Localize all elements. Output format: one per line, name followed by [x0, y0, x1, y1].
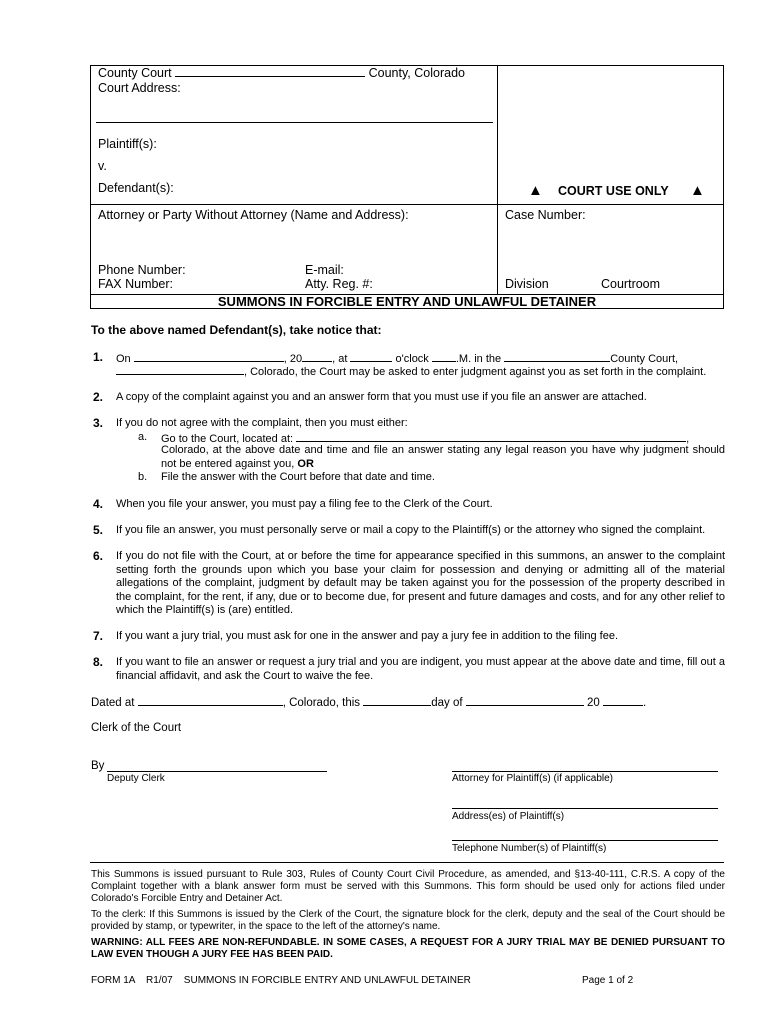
- item-6-text: If you do not file with the Court, at or before the time for appearance specified in this summons, an answer to the complaint setting forth the grounds upon which you base your claim for possession and denying or admitting all of the material allegations of the complaint, judgment by default may be taken against you for the possession of the property described in the complaint, for the rent, if any, due or to become due, for present and future damages and costs, and for any other relief to which the Plaintiff(s) is (are) entitled.: [116, 550, 725, 616]
- document-title: SUMMONS IN FORCIBLE ENTRY AND UNLAWFUL DETAINER: [217, 294, 597, 309]
- item-1-on: On: [116, 353, 131, 365]
- phone-label: Phone Number:: [98, 263, 186, 277]
- period-label: .: [642, 697, 647, 709]
- by-label: By: [91, 760, 105, 772]
- dated-month-field[interactable]: [466, 695, 584, 706]
- item-1-county-court: County Court,: [610, 353, 679, 365]
- hearing-time-field[interactable]: [350, 351, 392, 362]
- county-name-field[interactable]: [175, 66, 365, 77]
- deputy-clerk-label: Deputy Clerk: [107, 773, 165, 784]
- item-4-number: 4.: [93, 497, 104, 511]
- intro-text: To the above named Defendant(s), take notice that:: [91, 323, 382, 337]
- item-5-text: If you file an answer, you must personally serve or mail a copy to the Plaintiff(s) or the attorney who signed the complaint.: [116, 524, 706, 536]
- dated-day-field[interactable]: [363, 695, 431, 706]
- email-label: E-mail:: [305, 263, 344, 277]
- item-6-number: 6.: [93, 549, 104, 563]
- court-use-only-label: COURT USE ONLY: [558, 184, 669, 198]
- county-court-field[interactable]: [504, 351, 610, 362]
- item-3a-cont-text: Colorado, at the above date and time and file an answer stating any legal reason you have why judgment should not be entered against you,: [161, 444, 725, 470]
- am-pm-field[interactable]: [432, 351, 456, 362]
- item-1-text-2: , Colorado, the Court may be asked to enter judgment against you as set forth in the complaint.: [244, 366, 707, 378]
- dated-city-field[interactable]: [138, 695, 283, 706]
- item-1-20: , 20: [283, 353, 303, 365]
- page-number: Page 1 of 2: [582, 975, 634, 986]
- item-3a-continuation: [161, 444, 725, 471]
- clerk-note: To the clerk: If this Summons is issued by the Clerk of the Court, the signature block for the clerk, deputy and the seal of the Court should be provided by stamp, or typewriter, in the space to the left of the attorney's name.: [91, 909, 725, 932]
- plaintiff-telephone-label: Telephone Number(s) of Plaintiff(s): [452, 843, 607, 854]
- item-3a-or: OR: [297, 457, 314, 470]
- triangle-right-icon: ▲: [690, 182, 705, 199]
- rule-note: This Summons is issued pursuant to Rule 303, Rules of County Court Civil Procedure, as amended, and §13-40-111, C.R.S. A copy of the Complaint together with a blank answer form must be served with this Summons. This form should be used only for actions filed under Colorado's Forcible Entry and Detainer Act.: [91, 869, 725, 904]
- item-7-text: If you want a jury trial, you must ask for one in the answer and pay a jury fee in addition to the filing fee.: [116, 630, 618, 642]
- caption-divider-vertical: [497, 65, 498, 294]
- attorney-label: Attorney or Party Without Attorney (Name and Address):: [98, 208, 409, 222]
- form-footer: FORM 1A R1/07 SUMMONS IN FORCIBLE ENTRY AND UNLAWFUL DETAINER: [91, 975, 471, 986]
- dated-at-label: Dated at: [91, 697, 135, 709]
- item-3-number: 3.: [93, 416, 104, 430]
- item-7-number: 7.: [93, 629, 104, 643]
- item-4-text: When you file your answer, you must pay a filing fee to the Clerk of the Court.: [116, 498, 493, 510]
- dated-year-field[interactable]: [603, 695, 643, 706]
- courtroom-label: Courtroom: [601, 277, 661, 291]
- plaintiff-address-line[interactable]: [452, 808, 718, 809]
- item-1-line-2: [116, 364, 725, 380]
- attorney-for-plaintiff-label: Attorney for Plaintiff(s) (if applicable): [452, 773, 613, 784]
- versus-label: v.: [98, 159, 107, 173]
- item-3-text: If you do not agree with the complaint, then you must either:: [116, 417, 408, 429]
- hearing-date-field[interactable]: [134, 351, 284, 362]
- item-3b-label: b.: [138, 471, 148, 483]
- court-address-line[interactable]: [96, 122, 493, 123]
- item-2-text: A copy of the complaint against you and an answer form that you must use if you file an answer are attached.: [116, 391, 647, 403]
- notes-rule: [90, 862, 724, 863]
- court-location-field[interactable]: [296, 431, 686, 442]
- deputy-signature-line[interactable]: [107, 771, 327, 772]
- case-number-label: Case Number:: [505, 208, 586, 222]
- day-of-label: day of: [431, 697, 463, 709]
- item-3a-comma: ,: [686, 433, 690, 445]
- county-court-label: County Court: [98, 66, 172, 80]
- plaintiff-telephone-line[interactable]: [452, 840, 718, 841]
- defendants-label: Defendant(s):: [98, 181, 174, 195]
- item-8-number: 8.: [93, 655, 104, 669]
- item-3a-text: Go to the Court, located at:: [161, 433, 294, 445]
- triangle-left-icon: ▲: [528, 182, 543, 199]
- attorney-signature-line[interactable]: [452, 771, 718, 772]
- item-8-text: If you want to file an answer or request a jury trial and you are indigent, you must appear at the above date and time, fill out a financial affidavit, and ask the Court to waive the fee.: [116, 656, 725, 682]
- item-1-at: , at: [332, 353, 348, 365]
- item-3a-line-1: [161, 431, 725, 445]
- dated-line: [91, 695, 646, 709]
- division-label: Division: [505, 277, 549, 291]
- plaintiffs-label: Plaintiff(s):: [98, 137, 157, 151]
- atty-reg-label: Atty. Reg. #:: [305, 277, 373, 291]
- warning-note: WARNING: ALL FEES ARE NON-REFUNDABLE. IN SOME CASES, A REQUEST FOR A JURY TRIAL MAY BE DENIED PURSUANT TO LAW EVEN THOUGH A JURY FEE HAS BEEN PAID.: [91, 937, 725, 960]
- plaintiff-address-label: Address(es) of Plaintiff(s): [452, 811, 565, 822]
- item-3a-label: a.: [138, 431, 148, 443]
- twenty-label: 20: [586, 697, 600, 709]
- item-1-m: .M. in the: [455, 353, 502, 365]
- hearing-year-field[interactable]: [302, 351, 332, 362]
- fax-label: FAX Number:: [98, 277, 174, 291]
- item-5-number: 5.: [93, 523, 104, 537]
- caption-divider-horizontal: [90, 204, 724, 205]
- clerk-of-court-label: Clerk of the Court: [91, 722, 182, 734]
- item-1-number: 1.: [93, 350, 104, 364]
- county-colorado-label: County, Colorado: [368, 66, 465, 80]
- city-field[interactable]: [116, 364, 244, 375]
- court-address-label: Court Address:: [98, 81, 181, 95]
- item-3b-text: File the answer with the Court before that date and time.: [161, 471, 435, 483]
- county-court-line: [98, 66, 465, 80]
- item-1-oclock: o'clock: [395, 353, 429, 365]
- colorado-this-label: , Colorado, this: [282, 697, 361, 709]
- item-2-number: 2.: [93, 390, 104, 404]
